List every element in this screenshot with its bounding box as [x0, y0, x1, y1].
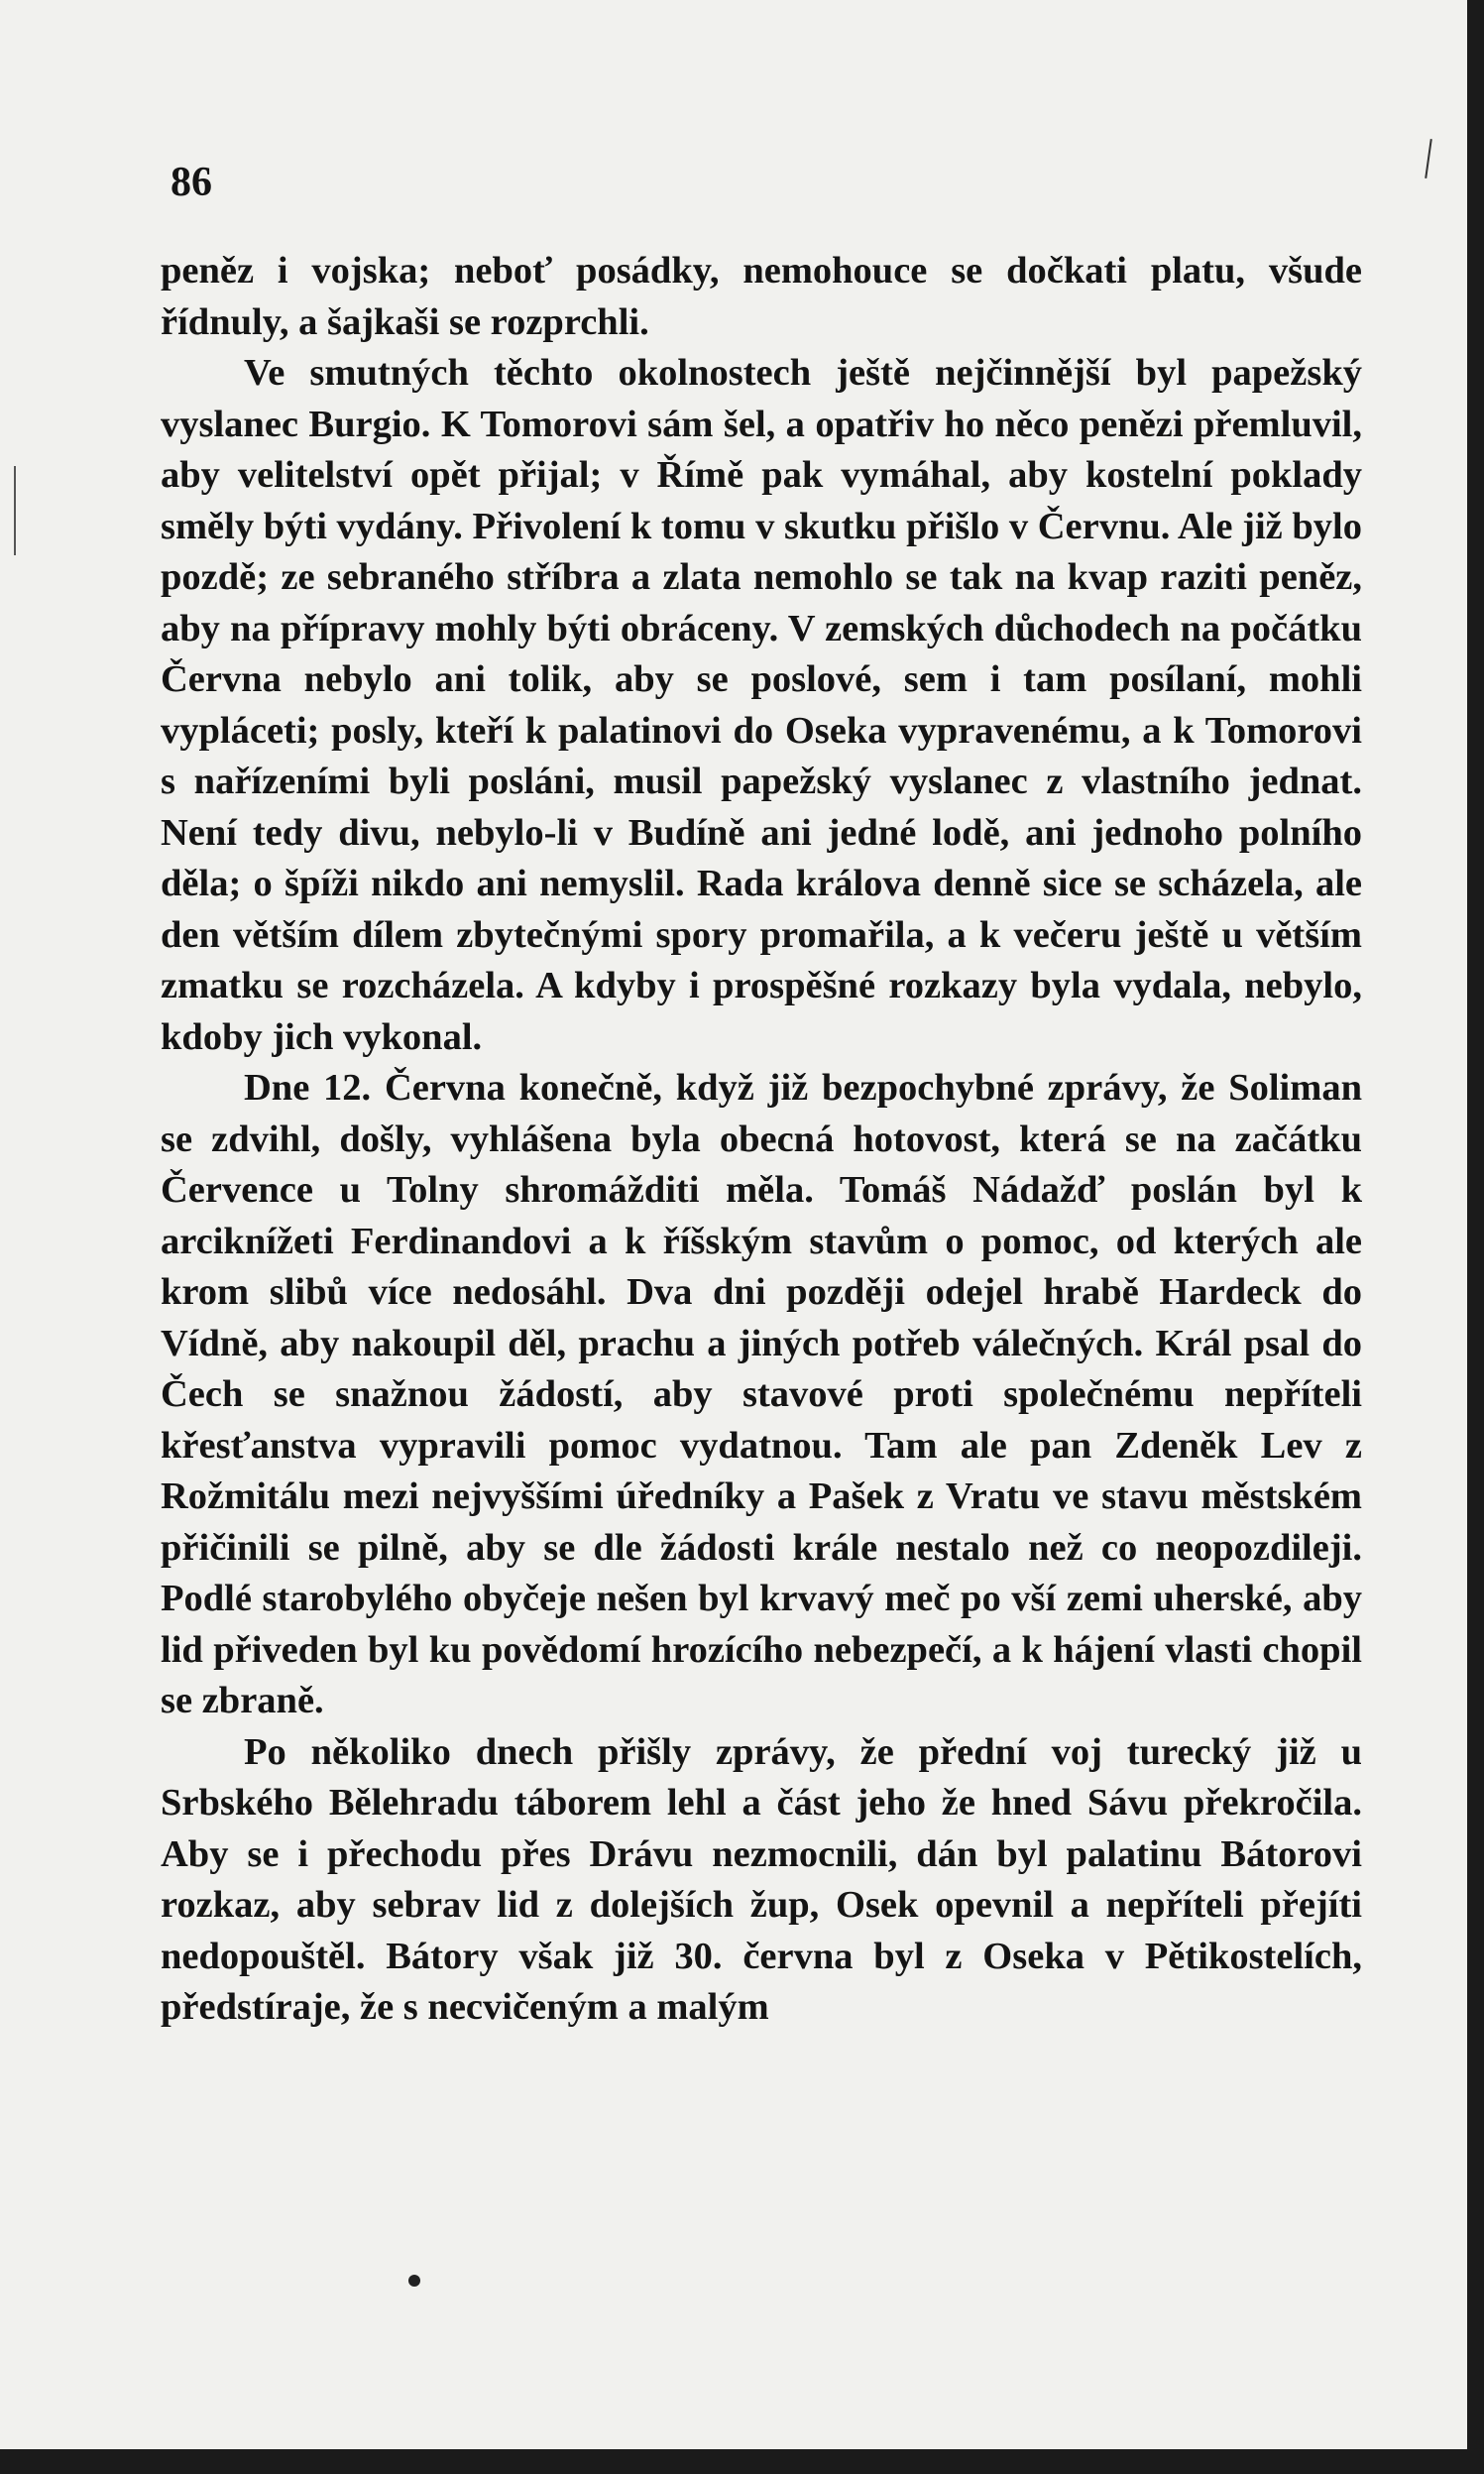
- paragraph-3: Dne 12. Června konečně, když již bezpochybné zprávy, že Soliman se zdvihl, došly, vyhlášena byla obecná hotovost, která se na začátku Července u Tolny shromážditi měla. Tomáš Nádažď poslán byl k arciknížeti Ferdinandovi a k říšským stavům o pomoc, od kterých ale krom slibů více nedosáhl. Dva dni později odejel hrabě Hardeck do Vídně, aby nakoupil děl, prachu a jiných potřeb válečných. Král psal do Čech se snažnou žádostí, aby stavové proti společnému nepříteli křesťanstva vypravili pomoc vydatnou. Tam ale pan Zdeněk Lev z Rožmitálu mezi nejvyššími úředníky a Pašek z Vratu ve stavu městském přičinili se pilně, aby se dle žádosti krále nestalo než co neopozdileji. Podlé starobylého obyčeje nešen byl krvavý meč po vší zemi uherské, aby lid přiveden byl ku povědomí hrozícího nebezpečí, a k hájení vlasti chopil se zbraně.: [161, 1067, 1362, 1721]
- paragraph-4: Po několiko dnech přišly zprávy, že přední voj turecký již u Srbského Bělehradu táborem lehl a část jeho že hned Sávu překročila. Aby se i přechodu přes Drávu nezmocnili, dán byl palatinu Bátorovi rozkaz, aby sebrav lid z dolejších žup, Osek opevnil a nepříteli přejíti nedopouštěl. Bátory však již 30. června byl z Oseka v Pětikostelích, předstíraje, že s necvičeným a malým: [161, 1730, 1362, 2028]
- paragraph-1: peněz i vojska; neboť posádky, nemohouce se dočkati platu, všude řídnuly, a šajkaši se rozprchli.: [161, 250, 1362, 343]
- scan-mark-left: [14, 466, 16, 555]
- paragraph-2: Ve smutných těchto okolnostech ještě nejčinnější byl papežský vyslanec Burgio. K Tomorovi sám šel, a opatřiv ho něco penězi přemluvil, aby velitelství opět přijal; v Římě pak vymáhal, aby kostelní poklady směly býti vydány. Přivolení k tomu v skutku přišlo v Červnu. Ale již bylo pozdě; ze sebraného stříbra a zlata nemohlo se tak na kvap raziti peněz, aby na přípravy mohly býti obráceny. V zemských důchodech na počátku Června nebylo ani tolik, aby se poslové, sem i tam posílaní, mohli vypláceti; posly, kteří k palatinovi do Oseka vypravenému, a k Tomorovi s nařízeními byli posláni, musil papežský vyslanec z vlastního jednat. Není tedy divu, nebylo-li v Budíně ani jedné lodě, ani jednoho polního děla; o špíži nikdo ani nemyslil. Rada králova denně sice se scházela, ale den větším dílem zbytečnými spory promařila, a k večeru ještě u větším zmatku se rozcházela. A kdyby i prospěšné rozkazy byla vydala, nebylo, kdoby jich vykonal.: [161, 352, 1362, 1058]
- body-text: [161, 246, 1362, 2034]
- ink-spot: [408, 2275, 420, 2287]
- scan-mark-right: [1425, 139, 1432, 178]
- page-number: 86: [171, 160, 212, 205]
